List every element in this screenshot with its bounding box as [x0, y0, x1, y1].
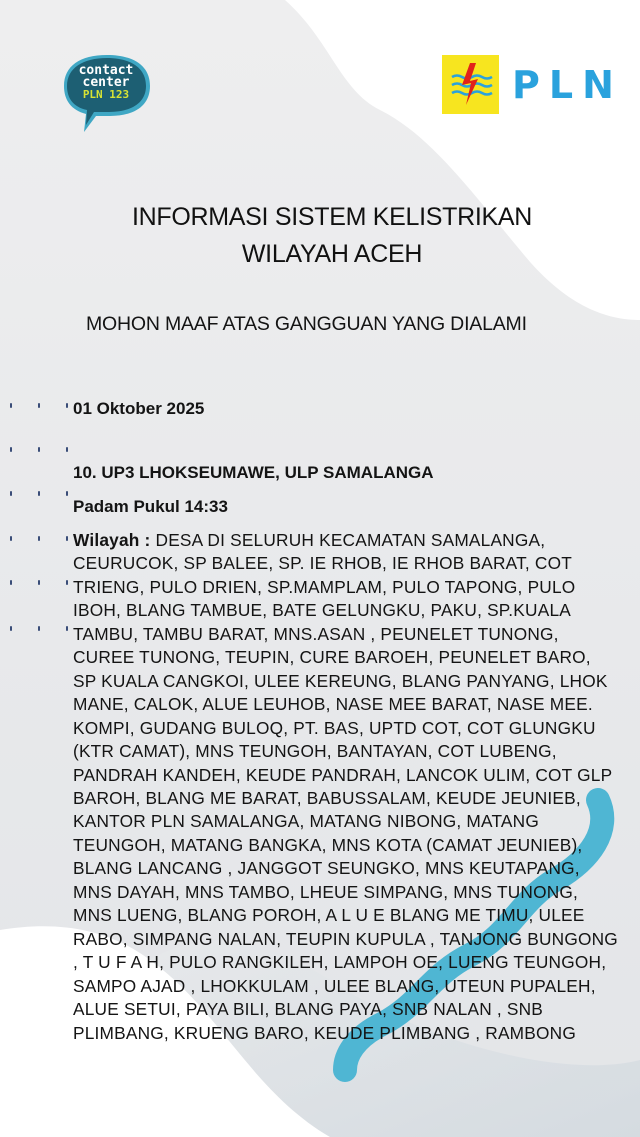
pln-logo: [442, 55, 623, 115]
bullet-dot: [66, 447, 68, 452]
bullet-dot: [66, 536, 68, 541]
contact-center-logo: [62, 52, 152, 134]
bullet-dot: [38, 491, 40, 496]
bullet-dot: [38, 536, 40, 541]
affected-area: [73, 529, 618, 1045]
page-title: INFORMASI SISTEM KELISTRIKAN: [132, 203, 532, 231]
center-text: center: [82, 75, 130, 90]
pln-123-text: PLN 123: [82, 88, 130, 101]
outage-time: Padam Pukul 14:33: [73, 497, 228, 516]
bullet-dot: [10, 491, 12, 496]
bullet-dot: [38, 580, 40, 585]
apology-message: MOHON MAAF ATAS GANGGUAN YANG DIALAMI: [86, 313, 527, 335]
bullet-dot: [66, 626, 68, 631]
pln-emblem: [442, 55, 499, 114]
area-list: DESA DI SELURUH KECAMATAN SAMALANGA, CEURUCOK, SP BALEE, SP. IE RHOB, IE RHOB BARAT, COT TRIENG, PULO DRIEN, SP.MAMPLAM, PULO TAPONG, PULO IBOH, BLANG TAMBUE, BATE GELUNGKU, PAKU, SP.KUALA TAMBU, TAMBU BARAT, MNS.ASAN , PEUNELET TUNONG, CUREE TUNONG, TEUPIN, CURE BAROEH, PEUNELET BARO, SP KUALA CANGKOI, ULEE KEREUNG, BLANG PANYANG, LHOK MANE, CALOK, ALUE LEUHOB, NASE MEE BARAT, NASE MEE. KOMPI, GUDANG BULOQ, PT. BAS, UPTD COT, COT GLUNGKU (KTR CAMAT), MNS TEUNGOH, BANTAYAN, COT LUBENG, PANDRAH KANDEH, KEUDE PANDRAH, LANCOK ULIM, COT GLP BAROH, BLANG ME BARAT, BABUSSALAM, KEUDE JEUNIEB, KANTOR PLN SAMALANGA, MATANG NIBONG, MATANG TEUNGOH, MATANG BANGKA, MNS KOTA (CAMAT JEUNIEB), BLANG LANCANG , JANGGOT SEUNGKO, MNS KEUTAPANG, MNS DAYAH, MNS TAMBO, LHEUE SIMPANG, MNS TUNONG, MNS LUENG, BLANG POROH, A L U E BLANG ME TIMU, ULEE RABO, SIMPANG NALAN, TEUPIN KUPULA , TANJONG BUNGONG , T U F A H, PULO RANGKILEH, LAMPOH OE, LUENG TEUNGOH, SAMPO AJAD , LHOKKULAM , ULEE BLANG, UTEUN PUPALEH, ALUE SETUI, PAYA BILI, BLANG PAYA, SNB NALAN , SNB PLIMBANG, KRUENG BARO, KEUDE PLIMBANG , RAMBONG: [73, 530, 618, 1043]
bullet-dot: [10, 626, 12, 631]
bullet-markers: [0, 0, 72, 1137]
bullet-dot: [38, 447, 40, 452]
notice-date: 01 Oktober 2025: [73, 399, 205, 418]
bullet-dot: [10, 447, 12, 452]
lightning-waves-icon: [442, 55, 499, 114]
bullet-dot: [66, 580, 68, 585]
page-subtitle: WILAYAH ACEH: [241, 240, 423, 268]
contact-text: contact: [78, 63, 134, 78]
bullet-dot: [10, 536, 12, 541]
service-unit: 10. UP3 LHOKSEUMAWE, ULP SAMALANGA: [73, 463, 434, 482]
bullet-dot: [66, 491, 68, 496]
bullet-dot: [66, 403, 68, 408]
bullet-dot: [38, 626, 40, 631]
area-label: Wilayah :: [73, 530, 151, 550]
bullet-dot: [38, 403, 40, 408]
bullet-dot: [10, 580, 12, 585]
pln-wordmark: PLN: [512, 63, 623, 107]
bullet-dot: [10, 403, 12, 408]
